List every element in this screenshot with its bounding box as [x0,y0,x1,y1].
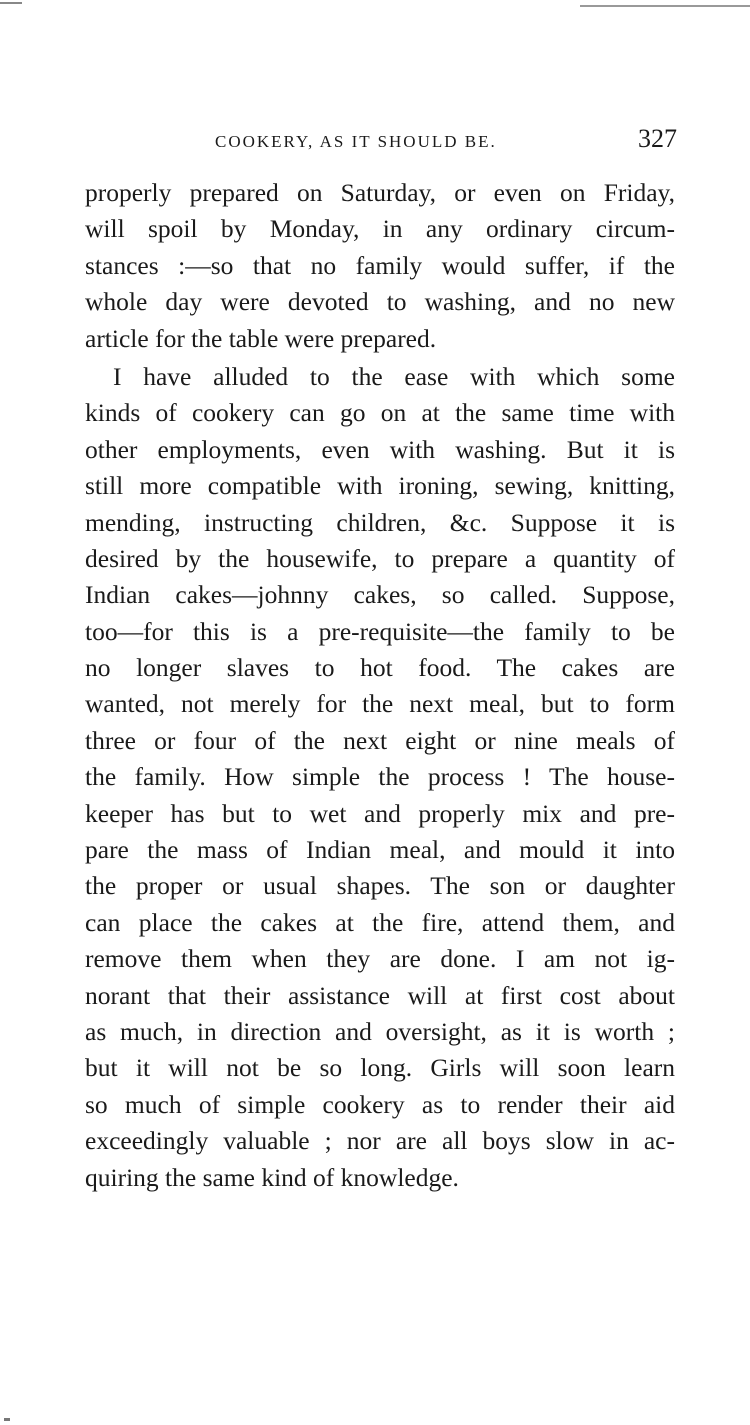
text-line: as much, in direction and oversight, as it is worth ; [85,1016,675,1046]
text-line: can place the cakes at the fire, attend them, and [85,907,675,937]
text-line: mending, instructing children, &c. Suppose it is [85,507,675,537]
text-line: properly prepared on Saturday, or even on Friday, [85,178,675,207]
text-line: so much of simple cookery as to render their aid [85,1089,675,1119]
text-line: still more compatible with ironing, sewing, knitting, [85,471,675,501]
paragraph [85,175,675,357]
text-line: three or four of the next eight or nine meals of [85,725,675,755]
text-line: wanted, not merely for the next meal, but to form [85,689,675,719]
text-line: desired by the housewife, to prepare a quantity of [85,543,675,573]
text-line: I have alluded to the ease with which some [113,361,675,391]
text-line: keeper has but to wet and properly mix and pre- [85,798,675,828]
scan-speck [580,5,750,7]
paragraph [85,359,675,1196]
text-line: kinds of cookery can go on at the same time with [85,398,675,428]
text-line: Indian cakes—johnny cakes, so called. Suppose, [85,580,675,610]
text-line: will spoil by Monday, in any ordinary circum- [85,214,675,244]
scan-speck [0,2,22,4]
text-line: no longer slaves to hot food. The cakes are [85,653,675,683]
running-head: COOKERY, AS IT SHOULD BE. [215,132,497,151]
text-line: too—for this is a pre-requisite—the family to be [85,616,675,646]
text-line: whole day were devoted to washing, and no new [85,287,675,317]
text-line: quiring the same kind of knowledge. [85,1162,459,1192]
page-number: 327 [638,124,677,153]
text-line: but it will not be so long. Girls will soon learn [85,1053,675,1083]
text-line: the family. How simple the process ! The house- [85,762,675,792]
body-text [85,175,675,1196]
page-header [85,124,677,164]
text-line: other employments, even with washing. But it is [85,434,675,464]
text-line: the proper or usual shapes. The son or daughter [85,871,675,901]
text-line: pare the mass of Indian meal, and mould it into [85,835,675,865]
scan-speck [4,1418,10,1421]
text-line: stances :—so that no family would suffer, if the [85,250,675,280]
text-line: exceedingly valuable ; nor are all boys slow in ac- [85,1126,675,1156]
text-line: article for the table were prepared. [85,323,437,353]
text-line: remove them when they are done. I am not ig- [85,944,675,974]
text-line: norant that their assistance will at first cost about [85,980,675,1010]
